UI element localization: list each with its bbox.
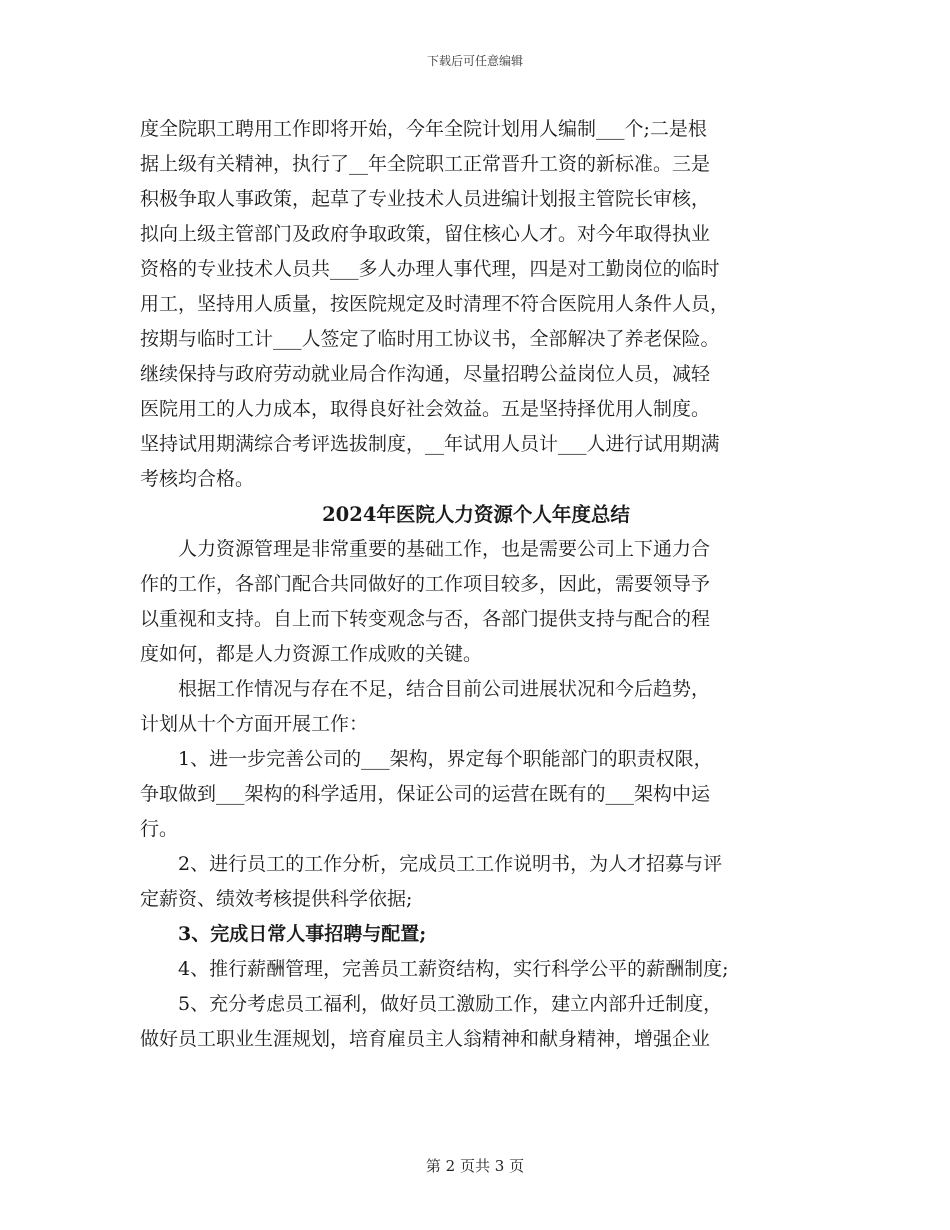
text-line: 以重视和支持。自上而下转变观念与否，各部门提供支持与配合的程	[140, 608, 711, 630]
section-title: 2024年医院人力资源个人年度总结	[322, 503, 630, 526]
text-line: 定薪资、绩效考核提供科学依据;	[140, 888, 413, 910]
paragraph-first-line: 人力资源管理是非常重要的基础工作，也是需要公司上下通力合	[178, 538, 711, 560]
text-line: 按期与临时工计___人签定了临时用工协议书，全部解决了养老保险。	[140, 328, 720, 350]
list-item-1: 1、进一步完善公司的___架构，界定每个职能部门的职责权限，	[178, 748, 713, 770]
text-line: 医院用工的人力成本，取得良好社会效益。五是坚持择优用人制度。	[140, 398, 711, 420]
list-item-2: 2、进行员工的工作分析，完成员工工作说明书，为人才招募与评	[178, 853, 723, 875]
text-line: 计划从十个方面开展工作：	[140, 713, 369, 735]
list-item-5: 5、充分考虑员工福利，做好员工激励工作，建立内部升迁制度，	[178, 993, 723, 1015]
list-item-3: 3、完成日常人事招聘与配置;	[178, 923, 427, 945]
text-line: 行。	[140, 818, 179, 840]
text-line: 继续保持与政府劳动就业局合作沟通，尽量招聘公益岗位人员，减轻	[140, 363, 711, 385]
text-line: 争取做到___架构的科学适用，保证公司的运营在既有的___架构中运	[140, 783, 711, 805]
text-line: 坚持试用期满综合考评选拔制度，__年试用人员计___人进行试用期满	[140, 433, 720, 455]
text-line: 据上级有关精神，执行了__年全院职工正常晋升工资的新标准。三是	[140, 153, 711, 175]
list-item-4: 4、推行薪酬管理，完善员工薪资结构，实行科学公平的薪酬制度;	[178, 958, 729, 980]
page-header: 下载后可任意编辑	[426, 54, 523, 68]
text-line: 资格的专业技术人员共___多人办理人事代理，四是对工勤岗位的临时	[140, 258, 720, 280]
text-line: 拟向上级主管部门及政府争取政策，留住核心人才。对今年取得执业	[140, 223, 711, 245]
page-footer: 第 2 页共 3 页	[425, 1157, 525, 1175]
paragraph-first-line: 根据工作情况与存在不足，结合目前公司进展状况和今后趋势，	[178, 678, 711, 700]
text-line: 度如何，都是人力资源工作成败的关键。	[140, 643, 483, 665]
text-line: 度全院职工聘用工作即将开始，今年全院计划用人编制___个;二是根	[140, 118, 707, 140]
text-line: 考核均合格。	[140, 468, 255, 490]
document-body	[140, 112, 812, 1057]
text-line: 积极争取人事政策，起草了专业技术人员进编计划报主管院长审核，	[140, 188, 711, 210]
text-line: 用工，坚持用人质量，按医院规定及时清理不符合医院用人条件人员，	[140, 293, 730, 315]
text-line: 作的工作，各部门配合共同做好的工作项目较多，因此，需要领导予	[140, 573, 711, 595]
text-line: 做好员工职业生涯规划，培育雇员主人翁精神和献身精神，增强企业	[140, 1028, 711, 1050]
